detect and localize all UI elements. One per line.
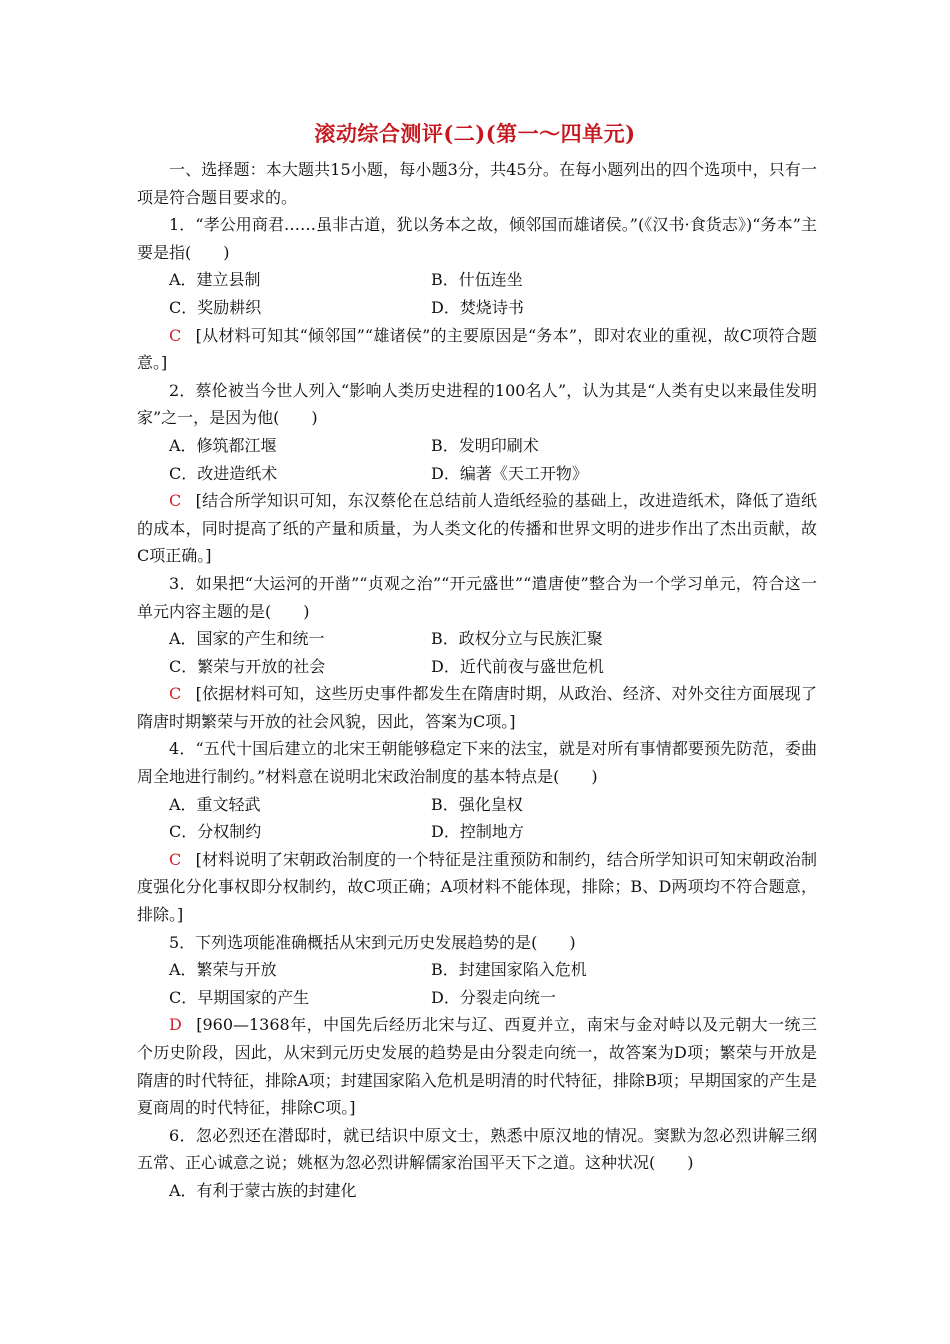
explanation-text: [材料说明了宋朝政治制度的一个特征是注重预防和制约，结合所学知识可知宋朝政治制度强化分化事权即分权制约，故C项正确；A项材料不能体现，排除；B、D两项均不符合题意，排除。]: [137, 849, 817, 925]
page-title: 滚动综合测评(二)(第一～四单元): [314, 121, 636, 146]
answer-explanation: [137, 322, 817, 377]
option-b: B．政权分立与民族汇聚: [431, 629, 603, 649]
answer-letter: C: [169, 325, 182, 345]
question: [137, 377, 817, 570]
option-c: C．改进造纸术: [169, 463, 278, 483]
options-row: [137, 625, 817, 653]
option-b: B．什伍连坐: [431, 270, 523, 290]
option-d: D．分裂走向统一: [431, 987, 556, 1007]
answer-letter: C: [169, 684, 182, 704]
answer-explanation: [137, 680, 817, 735]
options-row: [137, 432, 817, 460]
answer-letter: C: [169, 849, 182, 869]
option-a: A．建立县制: [169, 270, 261, 290]
question-stem: 1．“孝公用商君……虽非古道，犹以务本之故，倾邻国而雄诸侯。”(《汉书·食货志》)“务本”主要是指( ): [137, 215, 817, 262]
option-a: A．重文轻武: [169, 794, 261, 814]
answer-letter: C: [169, 491, 182, 511]
option-d: D．近代前夜与盛世危机: [431, 656, 604, 676]
options-row: [137, 984, 817, 1012]
answer-explanation: [137, 1011, 817, 1121]
option-c: C．繁荣与开放的社会: [169, 656, 326, 676]
option-a: A．修筑都江堰: [169, 435, 277, 455]
options-row: [137, 294, 817, 322]
question: [137, 211, 817, 377]
options-row: [137, 653, 817, 681]
option-c: C．奖励耕织: [169, 297, 262, 317]
document-body: [137, 156, 817, 1205]
explanation-text: [依据材料可知，这些历史事件都发生在隋唐时期，从政治、经济、对外交往方面展现了隋唐时期繁荣与开放的社会风貌，因此，答案为C项。]: [137, 684, 817, 731]
option-b: B．发明印刷术: [431, 435, 539, 455]
options-row: [137, 460, 817, 488]
question-stem: 5．下列选项能准确概括从宋到元历史发展趋势的是( ): [169, 932, 576, 952]
explanation-text: [960—1368年，中国先后经历北宋与辽、西夏并立，南宋与金对峙以及元朝大一统三个历史阶段，因此，从宋到元历史发展的趋势是由分裂走向统一，故答案为D项；繁荣与开放是隋唐的时代特征，排除A项；封建国家陷入危机是明清的时代特征，排除B项；早期国家的产生是夏商周的时代特征，排除C项。]: [137, 1015, 817, 1118]
question-stem: 3．如果把“大运河的开凿”“贞观之治”“开元盛世”“遣唐使”整合为一个学习单元，符合这一单元内容主题的是( ): [137, 573, 817, 621]
options-row: [137, 791, 817, 819]
answer-explanation: [137, 846, 817, 929]
answer-letter: D: [169, 1015, 182, 1035]
explanation-text: [结合所学知识可知，东汉蔡伦在总结前人造纸经验的基础上，改进造纸术，降低了造纸的成本，同时提高了纸的产量和质量，为人类文化的传播和世界文明的进步作出了杰出贡献，故C项正确。]: [137, 491, 817, 566]
question: [137, 1122, 817, 1205]
question: [137, 929, 817, 1122]
section-intro: 一、选择题：本大题共15小题，每小题3分，共45分。在每小题列出的四个选项中，只有一项是符合题目要求的。: [137, 160, 817, 207]
options-row: [137, 956, 817, 984]
question-stem: 2．蔡伦被当今世人列入“影响人类历史进程的100名人”，认为其是“人类有史以来最佳发明家”之一，是因为他( ): [137, 380, 817, 428]
question-stem: 6．忽必烈还在潜邸时，就已结识中原文士，熟悉中原汉地的情况。窦默为忽必烈讲解三纲五常、正心诚意之说；姚枢为忽必烈讲解儒家治国平天下之道。这种状况( ): [137, 1125, 817, 1173]
explanation-text: [从材料可知其“倾邻国”“雄诸侯”的主要原因是“务本”，即对农业的重视，故C项符合题意。]: [137, 325, 817, 373]
option-d: D．焚烧诗书: [431, 297, 524, 317]
option-a: A．有利于蒙古族的封建化: [169, 1180, 357, 1200]
option-d: D．控制地方: [431, 822, 524, 842]
question-stem: 4．“五代十国后建立的北宋王朝能够稳定下来的法宝，就是对所有事情都要预先防范，委曲周全地进行制约。”材料意在说明北宋政治制度的基本特点是( ): [137, 739, 817, 787]
options-row: [137, 266, 817, 294]
options-row: [137, 818, 817, 846]
option-b: B．强化皇权: [431, 794, 523, 814]
option-b: B．封建国家陷入危机: [431, 960, 587, 980]
question: [137, 735, 817, 928]
option-a: A．国家的产生和统一: [169, 629, 325, 649]
question: [137, 570, 817, 736]
option-a: A．繁荣与开放: [169, 960, 277, 980]
answer-explanation: [137, 487, 817, 570]
option-d: D．编著《天工开物》: [431, 463, 588, 483]
option-c: C．分权制约: [169, 822, 262, 842]
option-c: C．早期国家的产生: [169, 987, 310, 1007]
